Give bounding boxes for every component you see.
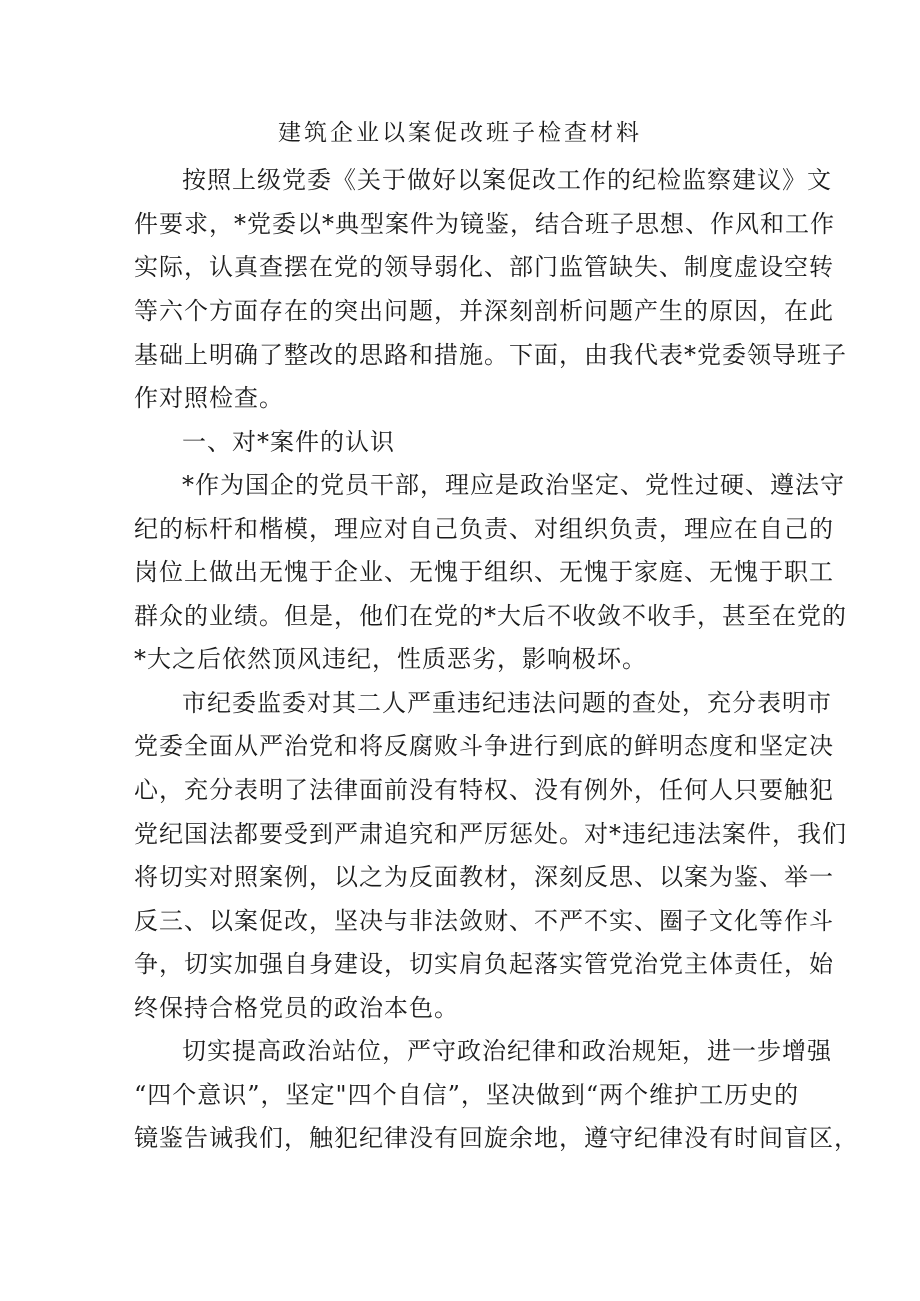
paragraph-line: 切实提高政治站位，严守政治纪律和政治规矩，进一步增强 xyxy=(182,1037,832,1065)
paragraph-line: 件要求，*党委以*典型案件为镜鉴，结合班子思想、作风和工作 xyxy=(134,210,835,238)
paragraph-line: 岗位上做出无愧于企业、无愧于组织、无愧于家庭、无愧于职工 xyxy=(134,558,834,586)
paragraph-line: “四个意识”，坚定"四个自信”，坚决做到“两个维护工历史的 xyxy=(134,1081,800,1109)
paragraph-line: 镜鉴告诫我们，触犯纪律没有回旋余地，遵守纪律没有时间盲区， xyxy=(134,1124,859,1152)
paragraph-line: 作对照检查。 xyxy=(134,384,284,412)
paragraph-line: 党纪国法都要受到严肃追究和严厉惩处。对*违纪违法案件，我们 xyxy=(134,820,847,848)
paragraph-line: 市纪委监委对其二人严重违纪违法问题的查处，充分表明市 xyxy=(182,689,832,717)
section-heading: 一、对*案件的认识 xyxy=(182,428,395,456)
paragraph-line: 按照上级党委《关于做好以案促改工作的纪检监察建议》文 xyxy=(182,166,832,194)
paragraph-line: 基础上明确了整改的思路和措施。下面，由我代表*党委领导班子 xyxy=(134,341,847,369)
paragraph-line: 纪的标杆和楷模，理应对自己负责、对组织负责，理应在自己的 xyxy=(134,515,834,543)
paragraph-line: *大之后依然顶风违纪，性质恶劣，影响极坏。 xyxy=(134,645,647,673)
paragraph-line: *作为国企的党员干部，理应是政治坚定、党性过硬、遵法守 xyxy=(182,471,845,499)
paragraph-line: 反三、以案促改，坚决与非法敛财、不严不实、圈子文化等作斗 xyxy=(134,907,834,935)
paragraph-line: 将切实对照案例，以之为反面教材，深刻反思、以案为鉴、举一 xyxy=(134,863,834,891)
paragraph-line: 争，切实加强自身建设，切实肩负起落实管党治党主体责任，始 xyxy=(134,950,834,978)
paragraph-line: 群众的业绩。但是，他们在党的*大后不收敛不收手，甚至在党的 xyxy=(134,602,847,630)
paragraph-line: 终保持合格党员的政治本色。 xyxy=(134,994,459,1022)
paragraph-line: 心，充分表明了法律面前没有特权、没有例外，任何人只要触犯 xyxy=(134,776,834,804)
paragraph-line: 党委全面从严治党和将反腐败斗争进行到底的鲜明态度和坚定决 xyxy=(134,732,834,760)
paragraph-line: 等六个方面存在的突出问题，并深刻剖析问题产生的原因，在此 xyxy=(134,297,834,325)
paragraph-line: 实际，认真查摆在党的领导弱化、部门监管缺失、制度虚设空转 xyxy=(134,253,834,281)
page-title: 建筑企业以案促改班子检查材料 xyxy=(278,120,642,146)
